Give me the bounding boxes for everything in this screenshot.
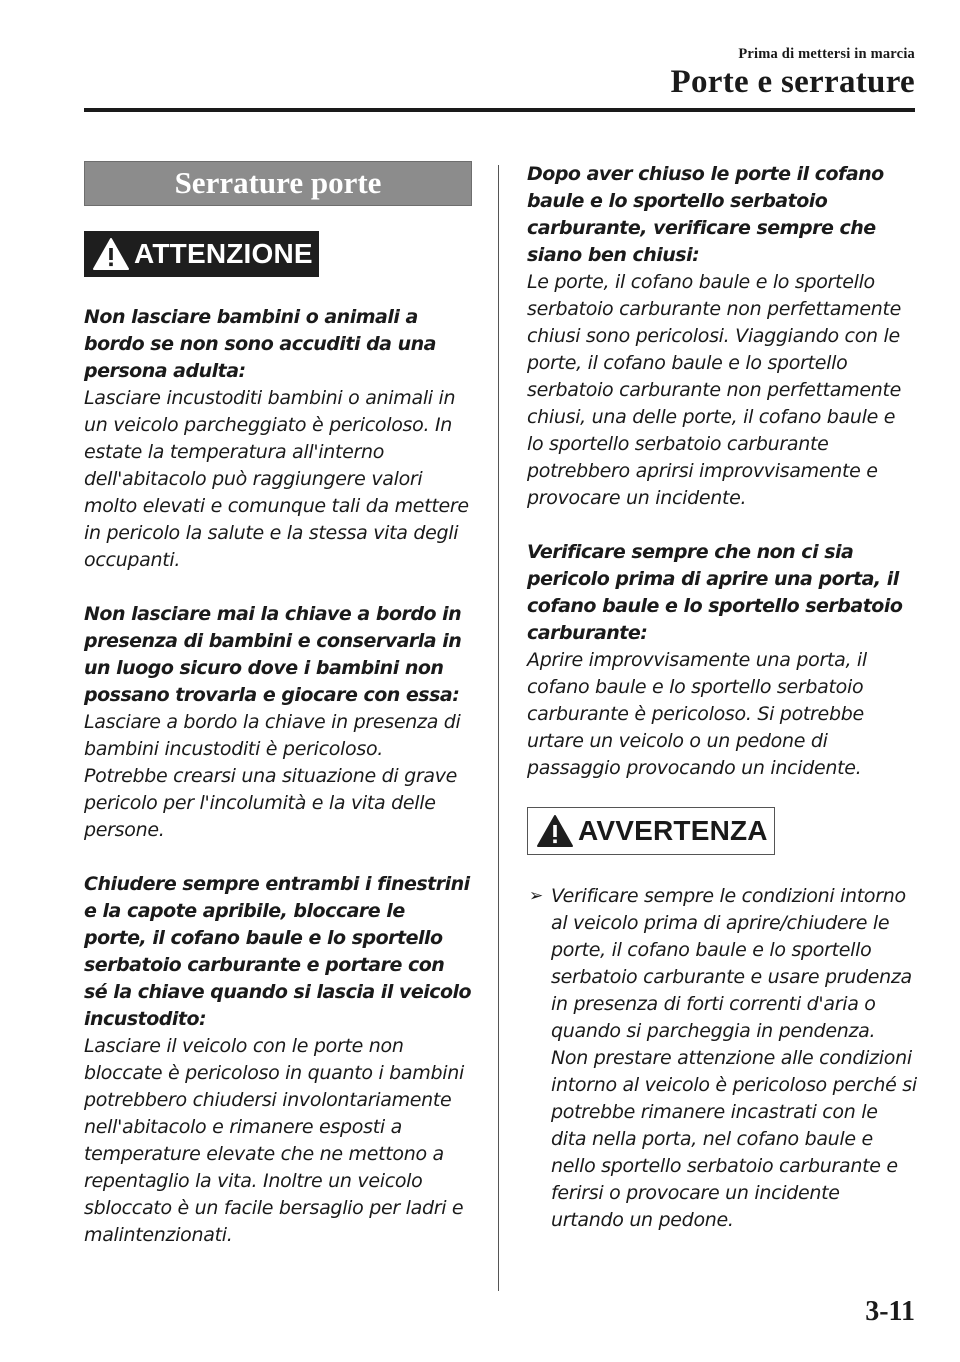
warning-triangle-icon	[92, 237, 130, 271]
caution-label: AVVERTENZA	[578, 815, 768, 846]
warning-paragraph	[527, 539, 917, 782]
paragraph-body: Aprire improvvisamente una porta, il cofano baule e lo sportello serbatoio carburante è pericoloso. Si potrebbe urtare un veicolo o un pedone di passaggio provocando un incidente.	[527, 649, 867, 779]
column-divider	[498, 165, 499, 1291]
bullet-text: Verificare sempre le condizioni intorno al veicolo prima di aprire/chiudere le porte, il cofano baule e lo sportello serbatoio carburante e usare prudenza in presenza di forti correnti d'aria o quando si parcheggia in pendenza. Non prestare attenzione alle condizioni intorno al veicolo è pericoloso perché si potrebbe rimanere incastrati con le dita nella porta, nel cofano baule e nello sportello serbatoio carburante e ferirsi o provocare un incidente urtando un pedone.	[551, 885, 917, 1231]
paragraph-body: Lasciare a bordo la chiave in presenza di bambini incustoditi è pericoloso. Potrebbe crearsi una situazione di grave pericolo per l'incolumità e la vita delle persone.	[84, 711, 461, 841]
warning-paragraph	[84, 601, 472, 844]
paragraph-body: Lasciare il veicolo con le porte non bloccate è pericoloso in quanto i bambini potrebbero chiudersi involontariamente nell'abitacolo e rimanere esposti a temperature elevate che ne mettono a repentaglio la vita. Inoltre un veicolo sbloccato è un facile bersaglio per ladri e malintenzionati.	[84, 1035, 464, 1246]
paragraph-body: Lasciare incustoditi bambini o animali in un veicolo parcheggiato è pericoloso. In estate la temperatura all'interno dell'abitacolo può raggiungere valori molto elevati e comunque tali da mettere in pericolo la salute e la stessa vita degli occupanti.	[84, 387, 469, 571]
warning-paragraph	[527, 161, 917, 512]
caution-bullet-item	[527, 883, 917, 1234]
caution-warning-box	[527, 807, 775, 855]
danger-warning-box	[84, 231, 319, 277]
warning-paragraph	[84, 304, 472, 574]
chapter-title: Prima di mettersi in marcia	[738, 46, 915, 62]
header-rule	[84, 108, 915, 112]
paragraph-lead: Chiudere sempre entrambi i finestrini e la capote apribile, bloccare le porte, il cofano baule e lo sportello serbatoio carburante e portare con sé la chiave quando si lascia il veicolo incustodito:	[84, 873, 472, 1030]
paragraph-body: Le porte, il cofano baule e lo sportello serbatoio carburante non perfettamente chiusi sono pericolosi. Viaggiando con le porte, il cofano baule e lo sportello serbatoio carburante non perfettamente chiusi, una delle porte, il cofano baule e lo sportello serbatoio carburante potrebbero aprirsi improvvisamente e provocare un incidente.	[527, 271, 902, 509]
topic-title-banner: Serrature porte	[84, 161, 472, 206]
bullet-arrow-icon: ➢	[529, 886, 543, 906]
page-header	[670, 46, 915, 101]
warning-triangle-icon	[536, 814, 574, 848]
paragraph-lead: Verificare sempre che non ci sia pericolo prima di aprire una porta, il cofano baule e lo sportello serbatoio carburante:	[527, 541, 903, 644]
warning-paragraph	[84, 871, 472, 1249]
paragraph-lead: Non lasciare mai la chiave a bordo in presenza di bambini e conservarla in un luogo sicuro dove i bambini non possano trovarla e giocare con essa:	[84, 603, 462, 706]
paragraph-lead: Non lasciare bambini o animali a bordo se non sono accuditi da una persona adulta:	[84, 306, 436, 382]
section-title: Porte e serrature	[670, 64, 915, 100]
danger-label: ATTENZIONE	[134, 238, 313, 269]
left-column	[84, 161, 472, 1249]
paragraph-lead: Dopo aver chiuso le porte il cofano baule e lo sportello serbatoio carburante, verificare sempre che siano ben chiusi:	[527, 163, 884, 266]
page-number: 3-11	[865, 1296, 915, 1327]
right-column	[527, 161, 917, 1234]
